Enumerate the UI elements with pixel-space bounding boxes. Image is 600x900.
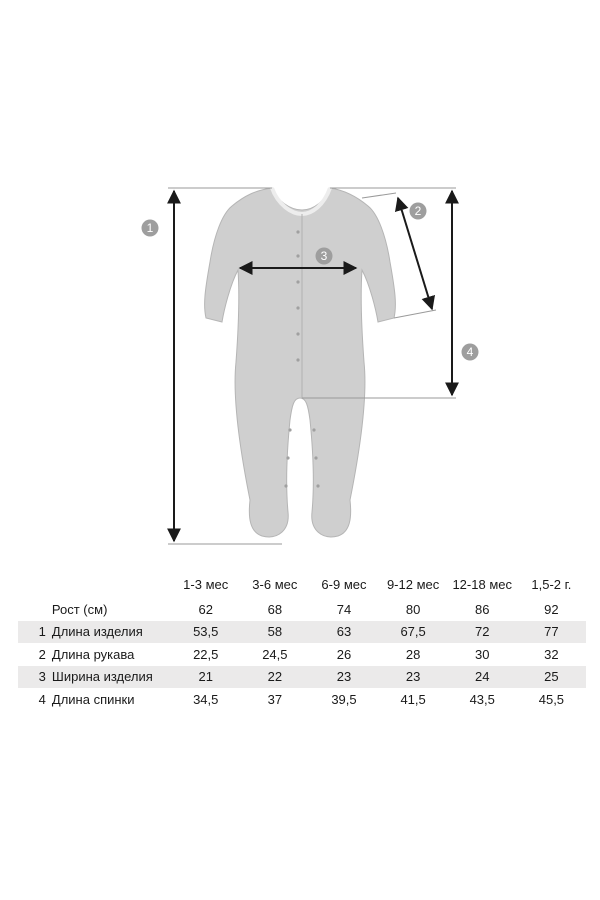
callout-1 [142,220,159,237]
table-cell: 23 [379,666,448,689]
row-number: 1 [18,621,50,644]
table-cell: 72 [448,621,517,644]
row-label: Длина изделия [50,621,171,644]
table-cell: 23 [309,666,378,689]
row-number: 4 [38,691,46,707]
table-row [18,643,586,666]
table-cell: 58 [240,621,309,644]
table-cell: 30 [474,646,490,662]
callout-3-label: 3 [320,249,328,263]
row-label: Длина рукава [51,646,135,662]
size-header-cell: 3-6 мес [252,576,298,592]
table-cell: 22 [240,666,309,689]
table-cell: 62 [198,601,213,617]
table-cell: 67,5 [379,621,448,644]
row-label: Ширина изделия [50,666,171,689]
table-cell: 21 [171,666,240,689]
callout-1-label: 1 [146,221,154,235]
table-cell: 74 [336,601,352,617]
table-cell: 68 [267,601,283,617]
table-cell: 80 [405,601,421,617]
callout-4-label: 4 [466,345,474,359]
size-header-cell: 1-3 мес [183,576,229,592]
table-cell: 22,5 [193,646,219,662]
row-label: Рост (см) [51,601,108,617]
table-cell: 45,5 [538,691,565,707]
table-cell: 53,5 [171,621,240,644]
size-header-cell: 1,5-2 г. [531,576,572,592]
table-cell: 39,5 [331,691,357,707]
row-label: Длина спинки [51,691,135,707]
height-row [18,598,586,621]
table-row [18,621,586,644]
sleepsuit-illustration [205,188,396,537]
size-header-row [18,570,586,598]
table-cell: 63 [309,621,378,644]
table-cell: 24,5 [262,646,288,662]
size-header-cell: 9-12 мес [386,576,440,592]
table-cell: 24 [448,666,517,689]
table-cell: 32 [544,646,559,662]
table-row [18,666,586,689]
size-chart-table [18,570,586,711]
table-row [18,688,586,711]
size-header-cell: 6-9 мес [321,576,367,592]
callout-2-label: 2 [414,204,422,218]
callout-2 [410,203,427,220]
table-cell: 26 [336,646,352,662]
callout-4 [462,344,479,361]
row-number: 3 [18,666,50,689]
table-cell: 41,5 [400,691,426,707]
callout-3 [316,248,333,265]
table-cell: 28 [405,646,421,662]
table-cell: 92 [544,601,559,617]
row-number: 2 [38,646,46,662]
table-cell: 43,5 [469,691,495,707]
table-cell: 34,5 [193,691,219,707]
table-cell: 77 [517,621,586,644]
table-cell: 86 [474,601,490,617]
table-cell: 37 [267,691,283,707]
size-header-cell: 12-18 мес [452,576,512,592]
table-cell: 25 [517,666,586,689]
